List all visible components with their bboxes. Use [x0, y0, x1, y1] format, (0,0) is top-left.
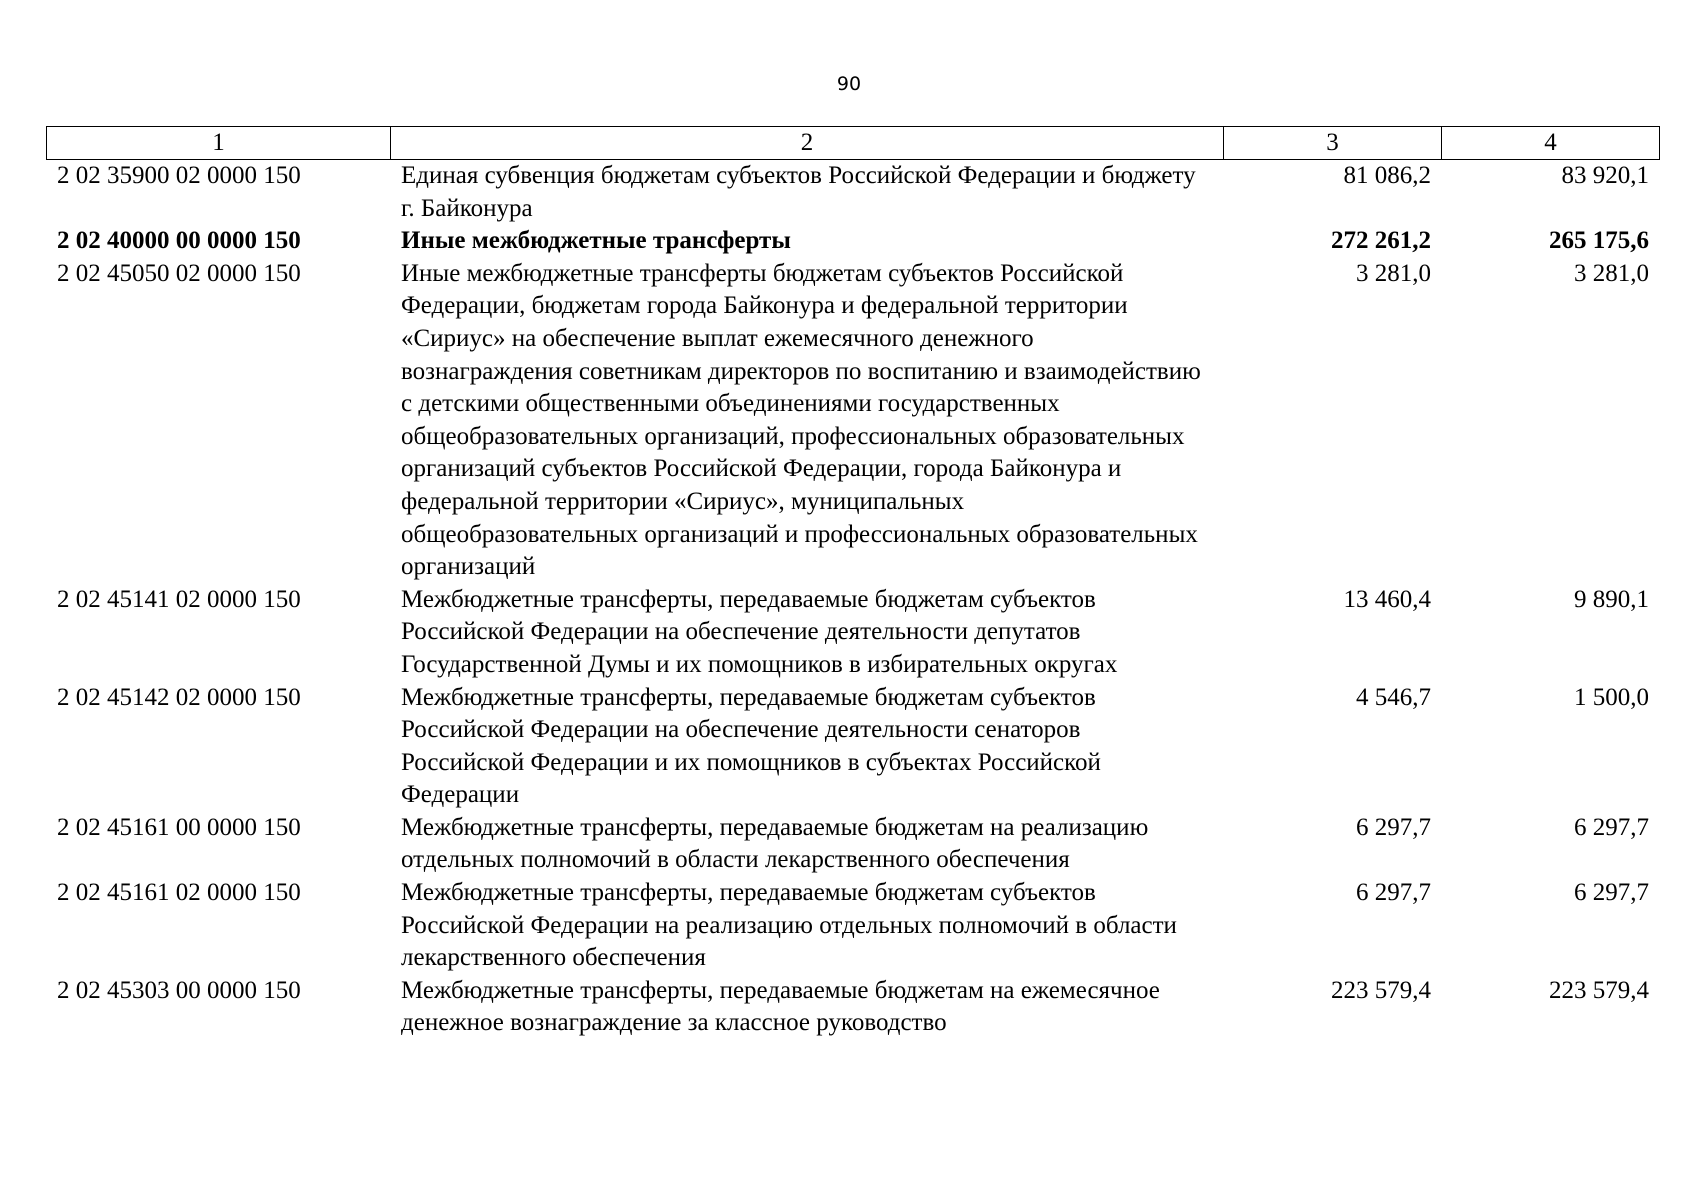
row-value-col3: 4 546,7 [1356, 683, 1431, 711]
row-code: 2 02 45161 00 0000 150 [57, 813, 301, 841]
row-code: 2 02 45050 02 0000 150 [57, 259, 301, 287]
row-code: 2 02 40000 00 0000 150 [57, 227, 301, 255]
budget-table [46, 160, 1659, 1040]
row-value-col3: 6 297,7 [1356, 813, 1431, 841]
table-row [46, 682, 1659, 812]
table-row [46, 812, 1659, 877]
row-value-col4: 6 297,7 [1574, 813, 1649, 841]
row-name: Межбюджетные трансферты, передаваемые бюджетам на ежемесячное денежное вознаграждение за классное руководство [401, 976, 1160, 1037]
row-value-col4: 83 920,1 [1561, 162, 1649, 189]
row-value-col3: 13 460,4 [1343, 585, 1431, 613]
row-code: 2 02 45161 02 0000 150 [57, 879, 301, 907]
header-col-3: 3 [1224, 127, 1442, 160]
table-row [46, 975, 1659, 1040]
row-value-col3: 223 579,4 [1331, 976, 1431, 1004]
page-number: 90 [836, 73, 862, 95]
row-name: Иные межбюджетные трансферты [401, 227, 791, 255]
table-row [46, 225, 1659, 258]
header-row [47, 127, 1660, 160]
row-name: Иные межбюджетные трансферты бюджетам субъектов Российской Федерации, бюджетам города Байконура и федеральной территории «Сириус» на обеспечение выплат ежемесячного денежного вознаграждения советникам директоров по воспитанию и взаимодействию с детскими общественными объединениями государственных общеобразовательных организаций, профессиональных образовательных организаций субъектов Российской Федерации, города Байконура и федеральной территории «Сириус», муниципальных общеобразовательных организаций и профессиональных образовательных организаций [401, 259, 1201, 581]
row-name: Межбюджетные трансферты, передаваемые бюджетам на реализацию отдельных полномочий в области лекарственного обеспечения [401, 813, 1149, 874]
header-col-2: 2 [391, 127, 1224, 160]
row-name: Межбюджетные трансферты, передаваемые бюджетам субъектов Российской Федерации на обеспечение деятельности сенаторов Российской Федерации и их помощников в субъектах Российской Федерации [401, 683, 1101, 809]
header-col-4: 4 [1442, 127, 1660, 160]
header-col-1: 1 [47, 127, 391, 160]
row-value-col4: 1 500,0 [1574, 683, 1649, 711]
row-value-col4: 9 890,1 [1574, 585, 1649, 613]
row-code: 2 02 45142 02 0000 150 [57, 683, 301, 711]
row-value-col4: 6 297,7 [1574, 879, 1649, 907]
row-value-col4: 3 281,0 [1574, 259, 1649, 287]
row-code: 2 02 35900 02 0000 150 [57, 162, 301, 189]
row-value-col4: 223 579,4 [1549, 976, 1649, 1004]
table-header [46, 126, 1660, 160]
row-code: 2 02 45303 00 0000 150 [57, 976, 301, 1004]
table-row [46, 877, 1659, 975]
row-value-col3: 81 086,2 [1343, 162, 1431, 189]
row-value-col3: 6 297,7 [1356, 879, 1431, 907]
table-row [46, 258, 1659, 584]
table-row [46, 584, 1659, 682]
table-row [46, 160, 1659, 225]
row-value-col3: 272 261,2 [1331, 227, 1431, 255]
row-name: Межбюджетные трансферты, передаваемые бюджетам субъектов Российской Федерации на обеспечение деятельности депутатов Государственной Думы и их помощников в избирательных округах [401, 585, 1118, 678]
row-value-col4: 265 175,6 [1549, 227, 1649, 255]
row-name: Единая субвенция бюджетам субъектов Российской Федерации и бюджету г. Байконура [401, 162, 1196, 222]
row-value-col3: 3 281,0 [1356, 259, 1431, 287]
row-name: Межбюджетные трансферты, передаваемые бюджетам субъектов Российской Федерации на реализацию отдельных полномочий в области лекарственного обеспечения [401, 879, 1177, 972]
row-code: 2 02 45141 02 0000 150 [57, 585, 301, 613]
